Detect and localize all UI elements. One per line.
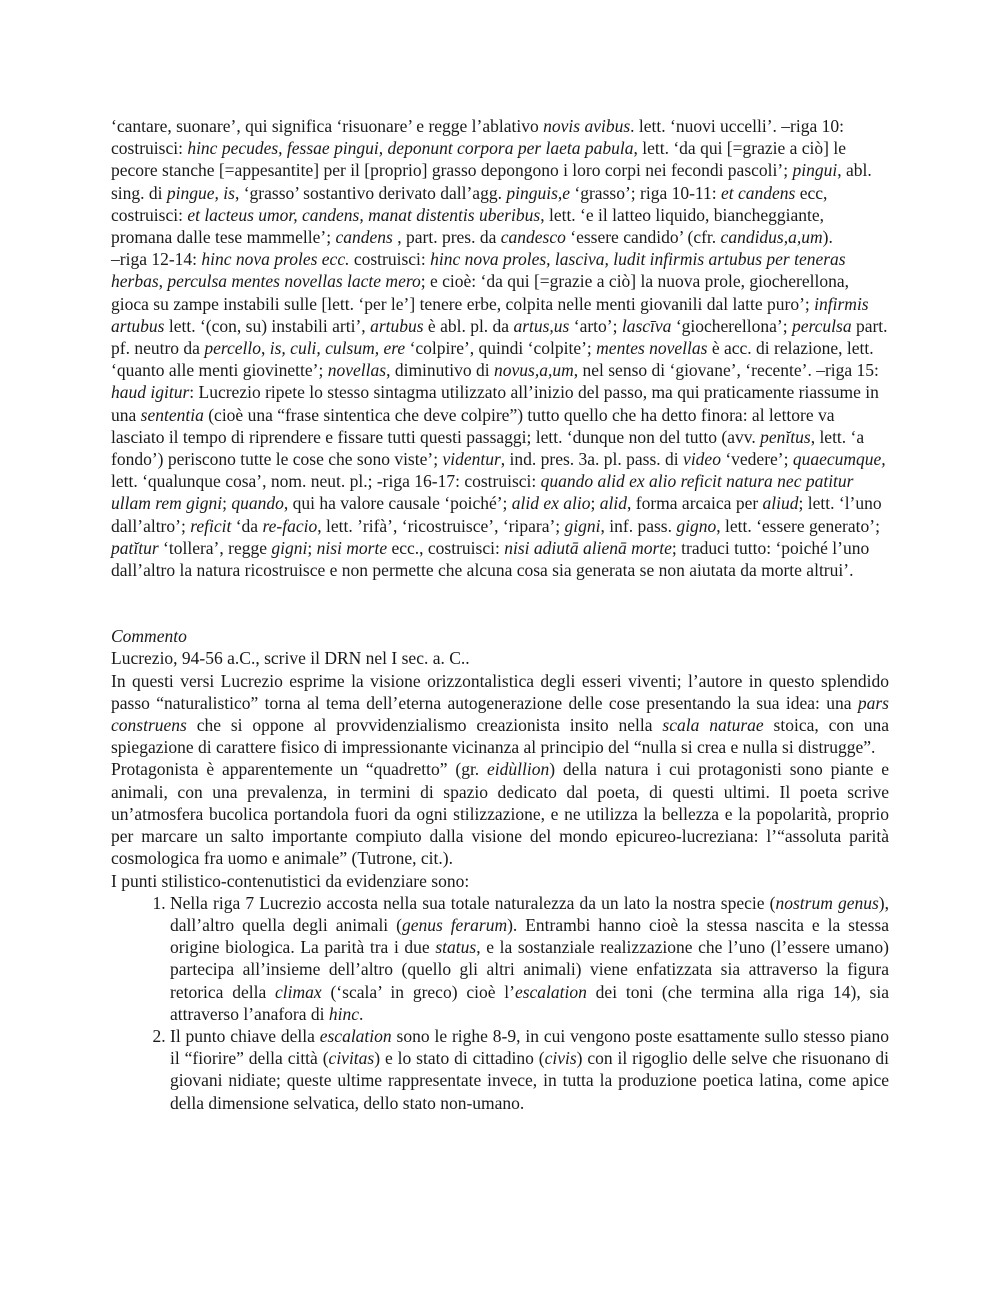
notes-section: [111, 115, 889, 581]
text-run: ; e cioè: ‘da qui [=grazie a ciò] la nuova prole, giocherellona, gioca su zampe instabili sulle [lett. ‘per le’] tenere erbe, colpita nelle menti giovanili dal latte puro’;: [111, 271, 849, 314]
italic-run: civis: [544, 1048, 577, 1069]
text-run: In questi versi Lucrezio esprime la visione orizzontalistica degli esseri viventi; l’autore in questo splendido passo “naturalistico” torna al tema dell’eterna autogenerazione delle cose presentando la sua idea: una: [111, 670, 889, 713]
text-run: : Lucrezio ripete lo stesso sintagma utilizzato all’inizio del passo, ma qui praticamente riassume in una: [111, 382, 879, 425]
text-run: ) con il rigoglio delle selve che risuonano di giovani nidiate; queste ultime rappresentate invece, in tutta la produzione poetica latina, come apice della dimensione selvatica, dello stato non-umano.: [170, 1048, 889, 1113]
text-run: , lett. ‘da qui [=grazie a ciò] le pecore stanche [=appesantite] per il [proprio] grasso depongono i loro corpi nei fecondi pascoli’;: [111, 138, 846, 181]
italic-run: nisi morte: [316, 537, 388, 558]
italic-run: et candens: [721, 182, 796, 203]
text-run: , lett. ’rifà’, ‘ricostruisce’, ‘ripara’;: [317, 515, 565, 536]
commento-paragraph: [111, 758, 889, 869]
italic-run: is, culi, culsum, ere: [269, 338, 406, 359]
italic-run: hinc: [328, 1003, 360, 1024]
text-run: ;: [307, 537, 317, 558]
text-run: .: [359, 1003, 364, 1024]
italic-run: candesco: [500, 227, 566, 248]
italic-run: hinc pecudes, fessae pingui, deponunt corpora per laeta pabula: [187, 138, 634, 159]
italic-run: gigno: [676, 515, 717, 536]
italic-run: sententia: [140, 404, 204, 425]
text-run: , nel senso di ‘giovane’, ‘recente’. –riga 15:: [573, 360, 879, 381]
text-run: , lett. ‘essere generato’;: [716, 515, 880, 536]
italic-run: aliud: [762, 493, 799, 514]
list-item: [170, 892, 889, 1025]
text-run: Protagonista è apparentemente un “quadretto” (gr.: [111, 759, 488, 780]
italic-run: genus ferarum: [401, 914, 508, 935]
italic-run: alid ex alio: [511, 493, 591, 514]
text-run: ) e lo stato di cittadino (: [374, 1048, 545, 1069]
section-gap: [111, 581, 889, 625]
commento-paragraph: [111, 670, 889, 759]
commento-paragraph: [111, 870, 889, 892]
text-run: , qui ha valore causale ‘poiché’;: [283, 493, 512, 514]
text-run: ; traduci tutto: ‘poiché l’uno dall’altro la natura ricostruisce e non permette che alcuna cosa sia generata se non aiutata da morte altrui’.: [111, 537, 870, 581]
text-run: ‘essere candido’ (cfr.: [565, 227, 721, 248]
text-run: , lett. ‘a fondo’) periscono tutte le cose che sono viste’;: [111, 426, 865, 470]
text-run: sono le righe 8-9, in cui vengono poste esattamente sullo stesso piano il “fiorire” della città (: [170, 1025, 889, 1069]
text-run: Lucrezio, 94-56 a.C., scrive il DRN nel I sec. a. C..: [111, 648, 470, 669]
text-run: ,: [261, 338, 270, 359]
text-run: I punti stilistico-contenutistici da evidenziare sono:: [111, 870, 470, 891]
text-run: ; lett. ‘l’uno dall’altro’;: [111, 493, 882, 536]
text-run: , part. pres. da: [392, 227, 501, 248]
italic-run: gigni: [564, 515, 601, 536]
italic-run: reficit: [190, 515, 232, 536]
text-run: ‘vedere’;: [720, 449, 793, 470]
italic-run: re-facio: [262, 515, 318, 536]
text-run: ‘grasso’; riga 10-11:: [570, 182, 722, 203]
italic-run: patĭtur: [111, 537, 159, 558]
italic-run: pinguis,e: [506, 182, 571, 203]
italic-run: eidùllion: [487, 759, 550, 780]
italic-run: scala naturae: [662, 715, 764, 736]
text-run: ,: [158, 271, 168, 292]
italic-run: video: [683, 449, 721, 470]
italic-run: hinc nova proles ecc.: [201, 249, 350, 270]
text-run: ). Entrambi hanno cioè la stessa nascita e la stessa origine biologica. La parità tra i due: [170, 914, 889, 958]
italic-run: quaecumque,: [792, 449, 886, 470]
text-run: costruisci:: [349, 249, 431, 270]
text-run: , ‘grasso’ sostantivo derivato dall’agg.: [234, 182, 507, 203]
stylistic-points-list: [111, 892, 889, 1114]
italic-run: candens: [335, 227, 393, 248]
text-run: , lett. ‘e il latteo liquido, biancheggiante, promana dalle tese mammelle’;: [111, 204, 825, 248]
text-run: –riga 12-14:: [111, 249, 202, 270]
text-run: lett. ‘qualunque cosa’, nom. neut. pl.; -riga 16-17: costruisci:: [111, 471, 541, 492]
italic-run: escalation: [319, 1025, 392, 1046]
text-run: (cioè una “frase sintentica che deve colpire”) tutto quello che ha detto finora: al lettore va lasciato il tempo di riprendere e fissare tutti questi passaggi; lett. ‘dunque non del tutto (avv.: [111, 404, 835, 447]
text-run: che si oppone al provvidenzialismo creazionista insito nella: [186, 715, 663, 736]
commento-heading: Commento: [111, 626, 187, 647]
text-run: , e la sostanziale realizzazione che l’uno (l’essere umano) partecipa all’insieme dell’altro (quello gli altri animali) viene enfatizzata sia attraverso la figura retorica della: [170, 937, 889, 1002]
italic-run: penĭtus: [760, 426, 811, 447]
text-run: ) della natura i cui protagonisti sono piante e animali, con una prevalenza, in termini di spazio dedicato dal poeta, di questi ultimi. Il poeta scrive un’atmosfera bucolica portandola fuori da ogni stilizzazione, e ne utilizza la bellezza e la popolarità, proprio per marcare un salto importante compiuto dalla visione del mondo epicureo-lucreziana: l’“assoluta parità cosmologica fra uomo e animale” (Tutrone, cit.).: [111, 759, 889, 869]
italic-run: novus,a,um: [494, 360, 574, 381]
italic-run: nisi adiutā alienā morte: [504, 537, 672, 558]
text-run: ‘da: [231, 515, 263, 536]
text-run: , abl. sing. di: [111, 160, 872, 203]
text-run: ecc, costruisci:: [111, 182, 828, 225]
text-run: ‘cantare, suonare’, qui significa ‘risuonare’ e regge l’ablativo: [111, 116, 544, 136]
commento-paragraph: [111, 647, 889, 669]
italic-run: status: [435, 937, 477, 958]
italic-run: videntur: [442, 449, 501, 470]
italic-run: gigni: [271, 537, 308, 558]
italic-run: perculsa mentes novellas lacte mero: [167, 271, 421, 292]
italic-run: perculsa: [791, 315, 852, 336]
italic-run: artubus: [370, 315, 424, 336]
italic-run: haud igitur: [111, 382, 190, 403]
italic-run: mentes novellas: [596, 338, 708, 359]
italic-run: climax: [275, 981, 322, 1002]
italic-run: hinc nova proles, lasciva, ludit infirmis artubus per teneras herbas: [111, 249, 846, 292]
text-run: , ind. pres. 3a. pl. pass. di: [500, 449, 684, 470]
italic-run: infirmis artubus: [111, 293, 869, 336]
text-run: è acc. di relazione, lett. ‘quanto alle menti giovinette’;: [111, 338, 874, 381]
text-run: è abl. pl. da: [423, 315, 514, 336]
italic-run: percello: [204, 338, 261, 359]
italic-run: novellas: [327, 360, 387, 381]
text-run: dei toni (che termina alla riga 14), sia attraverso l’anafora di: [170, 981, 889, 1024]
italic-run: quando alid ex alio reficit natura nec patitur ullam rem gigni: [111, 471, 854, 514]
text-run: , inf. pass.: [600, 515, 677, 536]
text-run: ;: [222, 493, 232, 514]
text-run: ecc., costruisci:: [387, 537, 505, 558]
italic-run: pingue, is: [166, 182, 235, 203]
text-run: , forma arcaica per: [627, 493, 763, 514]
notes-paragraph: [111, 248, 889, 581]
document-page: [111, 115, 889, 1114]
text-run: ;: [590, 493, 600, 514]
text-run: Nella riga 7 Lucrezio accosta nella sua totale naturalezza da un lato la nostra specie (: [170, 892, 776, 913]
italic-run: escalation: [514, 981, 587, 1002]
italic-run: candidus,a,um: [720, 227, 823, 248]
text-run: lett. ‘(con, su) instabili arti’,: [164, 315, 371, 336]
text-run: ‘arto’;: [569, 315, 622, 336]
text-run: , diminutivo di: [386, 360, 495, 381]
text-run: ‘colpire’, quindi ‘colpite’;: [405, 338, 597, 359]
italic-run: et lacteus umor, candens, manat distentis uberibus: [187, 204, 541, 225]
text-run: Il punto chiave della: [170, 1025, 320, 1046]
italic-run: pingui: [792, 160, 838, 181]
text-run: (‘scala’ in greco) cioè l’: [321, 981, 515, 1002]
italic-run: quando: [231, 493, 284, 514]
text-run: ).: [822, 227, 833, 248]
italic-run: lascīva: [621, 315, 672, 336]
text-run: stoica, con una spiegazione di carattere fisico di impressionante vicinanza al principio del “nulla si crea e nulla si distrugge”.: [111, 715, 889, 758]
italic-run: novis avibus: [543, 116, 631, 136]
text-run: ), dall’altro quella degli animali (: [170, 892, 889, 935]
italic-run: pars construens: [111, 692, 889, 736]
text-run: . lett. ‘nuovi uccelli’. –riga 10: costruisci:: [111, 116, 844, 159]
notes-paragraph: [111, 115, 889, 248]
italic-run: civitas: [328, 1048, 375, 1069]
text-run: ‘giocherellona’;: [671, 315, 792, 336]
commento-section: [111, 625, 889, 1113]
text-run: part. pf. neutro da: [111, 315, 888, 359]
italic-run: alid: [599, 493, 628, 514]
text-run: ‘tollera’, regge: [158, 537, 272, 558]
italic-run: artus,us: [513, 315, 570, 336]
italic-run: nostrum genus: [775, 892, 879, 913]
list-item: [170, 1025, 889, 1114]
